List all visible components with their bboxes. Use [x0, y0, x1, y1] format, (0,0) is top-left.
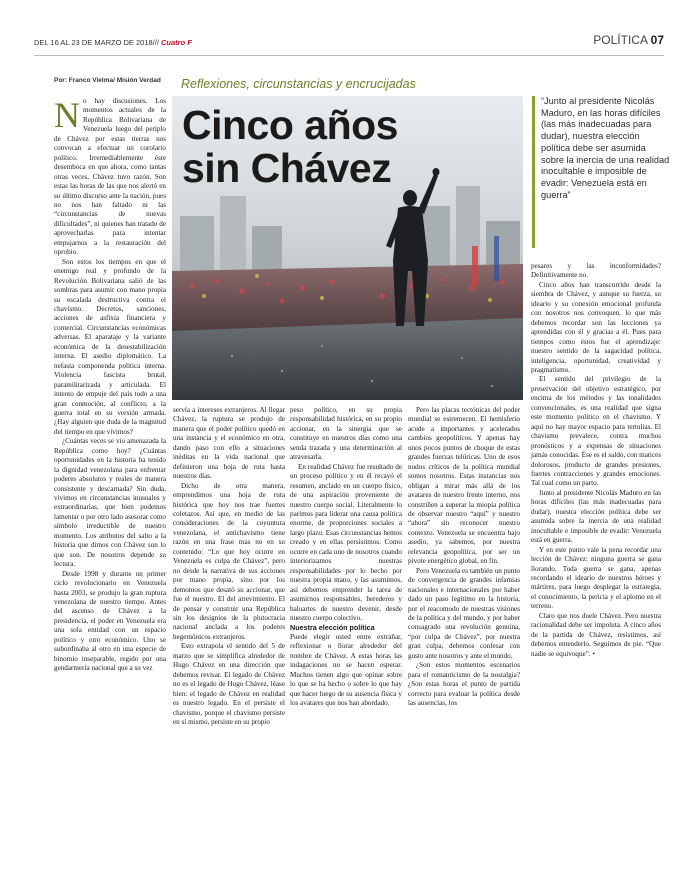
article-paragraph: Pero Venezuela es también un punto de convergencia de grandes infamias nacionales e internacionales por haber dado un paso legítimo en la historia, por el reacomodo de nuestras visiones de la política y del mundo, y por haber consagrado una revolución genuina, “por culpa de Chávez”, por nuestra gran culpa, debemos confesar con gusto ante nosotros y ante el mundo.	[408, 566, 520, 660]
column-3	[290, 406, 402, 709]
headline	[182, 104, 398, 190]
brand-logo: Cuatro F	[161, 38, 192, 47]
subheading: Nuestra elección política	[290, 623, 375, 633]
article-paragraph: Esto extrapola el sentido del 5 de marzo que se simplifica alrededor de Hugo Chávez en una dirección que debemos revisar. El legado de Chávez no es el legado de Hugo Chávez, léase bien: el legado de Chávez en realidad es nuestro legado. En el persiste el chavismo, porque el chavismo persiste en sí mismo, persiste en su propio	[173, 642, 285, 726]
article-paragraph: Junto al presidente Nicolás Maduro en las horas difíciles (las más inadecuadas para dudar), nuestra elección política debe ser asumida sobre la inercia de una realidad inocultable e imposible de evadir: Venezuela está en guerra.	[531, 488, 661, 545]
article-paragraph: Cinco años han transcurrido desde la siembra de Chávez, y aunque su fuerza, su ideario y su conexión emocional profunda con nosotros nos convoquen, lo que más debemos recordar son las lecciones ya aprendidas con él y gracias a él. Pues para tiempos como éstos fue el aprendizaje: nuestro sentido de la sagacidad política, inteligencia, oportunidad, creatividad y pragmatismo.	[531, 280, 661, 374]
column-2	[173, 406, 285, 727]
header-divider	[34, 55, 664, 56]
headline-line-2: sin Chávez	[182, 145, 392, 191]
headline-line-1: Cinco años	[182, 102, 398, 148]
column-5	[531, 262, 661, 659]
article-paragraph: Puede elegir usted entre extrañar, reflexionar o llorar alrededor del nombre de Chávez. A estas horas las indagaciones no se hacen esperar. Muchos tienen algo que opinar sobre lo que se ha hecho o sobre lo que hay que hacer luego de su ausencia física y los avatares que nos han abordado.	[290, 632, 402, 708]
article-paragraph: Y en este punto vale la pena recordar una lección de Chávez: ninguna guerra se gana llorando. Toda guerra se gana, apenas recordando el ideario de nuestros héroes y mártires, para luego desplegar la estrategia, el conocimiento, la pericia y el aplomo en el terreno.	[531, 545, 661, 611]
paragraph-text: o hay discusiones. Los momentos actuales de la República Bolivariana de Venezuela luego del periplo de Chávez por estas tierras nos convocan a efectuar un corolario político. Irremediablemente éste desemboca en que ahora, como tantas otras veces, Chávez tuvo razón. Son estas las horas de las que nos alertó en su último discurso ante la nación, pues no nos han faltado ni las “circunstancias de nuevas dificultades”, ni quienes han tratado de aprovecharlas para intentar empujarnos a la restauración del oprobio.	[54, 97, 166, 257]
article-paragraph: ¿Son estos momentos escenarios para el romanticismo de la nostalgia? ¿Son estas horas el punto de partida correcto para evaluar la política desde las ausencias, los	[408, 661, 520, 708]
article-paragraph: Desde 1998 y durante un primer ciclo revolucionario en Venezuela hasta 2003, se produjo la gran ruptura venezolana de nuestro tiempo. Antes del ascenso de Chávez a la presidencia, el poder en Venezuela era una sola entidad con un espacio político y otro económico. Uno se subordinaba al otro en una especie de binomio inseparable, regido por una gendarmería nacional que a su vez	[54, 569, 166, 673]
article-paragraph: peso político, en su propia responsabilidad histórica, en su propio accionar, en la sinergia que se constituye en nuestros días como una senda trazada y una determinación al atravesarla.	[290, 406, 402, 462]
pull-quote	[532, 96, 671, 248]
column-1	[54, 97, 166, 674]
article-paragraph: Pero las placas tectónicas del poder mundial se estremecen. El hemisferio acude a importantes y acelerados cambios geopolíticos. Y apenas hay unos pocos puntos de choque de estas grandes fuerzas telúricas. Uno de esos nudos críticos de la política mundial somos nosotros. Estas instancias nos obligan a mirar más allá de los avatares de nuestro frente interno, nos constriñen a superar la miopía política de observar nuestro “aquí” y nuestro “ahora” sin reconocer nuestro contexto. Venezuela se encuentra bajo asedio, ya sabemos, por nuestra relevancia geopolítica, por ser un pivote energético global, en fin.	[408, 406, 520, 566]
article-paragraph: servía a intereses extranjeros. Al llegar Chávez, la ruptura se produjo de manera que el poder político quedó en una instancia y el económico en otra, dando paso con ello a situaciones inéditas en la vida nacional que definieron una hoja de ruta hasta nuestros días.	[173, 406, 285, 481]
article-paragraph: Dicho de otra manera, emprendimos una hoja de ruta histórica que hoy nos trae fuertes coletazos. Así que, en medio de las consideraciones de la coyuntura venezolana, el antichavismo tiene razón en una frase mas no en su contenido: “Lo que hoy ocurre en Venezuela es culpa de Chávez”, pero no desde la narrativa de sus acciones por mano propia, sino por los demonios que desató su accionar, que fue el nuestro. El del atrevimiento. El de pensar y construir una República sin los designios de la plutocracia nacional anclada a los poderes hegemónicos extranjeros.	[173, 481, 285, 641]
article-paragraph: Claro que nos duele Chávez. Pero nuestra racionalidad debe ser impoluta. A cinco años de la partida de Chávez, resistimos, así debemos entenderlo. Seguimos de pie. “Que nadie se equivoque”. •	[531, 611, 661, 658]
article-paragraph: En realidad Chávez fue resultado de un proceso político y en él recayó el resumen, anclado en un cuerpo físico, de una aspiración proveniente de nuestro cuerpo social. Literalmente lo parimos para liderar una causa política enorme, de proporciones sociales a largo plazo. Esas circunstancias hemos creado y en ellas persistimos. Como ocurre en cada uno de nosotros cuando interiorizamos nuestras responsabilidades por lo hecho por nuestra propia mano, y las asumimos, así debemos emprender la tarea de asumirnos responsables, herederos y baluartes de nuestro devenir, desde nuestro cuerpo colectivo.	[290, 462, 402, 622]
article-paragraph: El sentido del privilegio de la preservación del objetivo estratégico, por encima de los métodos y las tonalidades convencionales, es una realidad que signa este momento político en el chavismo. Y aquí no hay mayor espacio para tertulias. El chavismo prevalece, contra muchos pronósticos y a expensas de situaciones jamás conocidas. Ése es el saldo, con matices dolorosos, producto de grandes presiones, fuertes contracciones y grandes emociones. Tal cual como un parto.	[531, 375, 661, 488]
section-name: POLÍTICA	[593, 33, 648, 47]
kicker: Reflexiones, circunstancias y encrucijadas	[181, 77, 416, 91]
pull-quote-text: “Junto al presidente Nicolás Maduro, en las horas difíciles (las más inadecuadas para dudar), nuestra elección política debe ser asumida sobre la inercia de una realidad inocultable e imposible de evadir: Venezuela está en guerra”	[541, 96, 670, 200]
issue-date	[34, 38, 192, 47]
article-paragraph	[54, 97, 166, 258]
page-number: 07	[650, 33, 664, 47]
article-paragraph: ¿Cuántas veces se vio amenazada la República como hoy? ¿Cuántas oportunidades en la historia ha tenido la dignidad venezolana para enfrentar poderes absolutos y reales de manera consistente y descarnada? Sin duda, vivimos en circunstancias inusuales y extraordinarias, que bien podemos lamentar o por otro lado asesorar como símbolo irreductible de nuestro momento. Los atributos del salto a la historia que dimos con Chávez son lo que son. De nosotros depende su lectura.	[54, 437, 166, 569]
drop-cap: N	[54, 95, 80, 135]
byline: Por: Franco Vielma/ Misión Verdad	[54, 77, 161, 84]
column-4	[408, 406, 520, 709]
article-paragraph: pesares y las inconformidades? Definitivamente no.	[531, 262, 661, 280]
issue-date-text: DEL 16 AL 23 DE MARZO DE 2018///	[34, 38, 159, 47]
section-header	[593, 33, 664, 47]
article-paragraph: Son estos los tiempos en que el enemigo real y profundo de la Revolución Bolivariana salió de las sombras para asumir con mano propia su escalada destructiva contra el chavismo. Decretos, sanciones, acciones de asfixia financiera y comercial. Circunstancias económicas adversas. El aparataje y la variante económica de la desestabilización interna. El asedio diplomático. La nefasta componenda política interna. Violencia fascista brutal, paramilitarizada y articulada. El intento de empuje del país todo a una gran conmoción, al conflicto, a la guerra total en su versión armada. ¿Hay alguien que duda de la magnitud del tiempo en que vivimos?	[54, 257, 166, 436]
